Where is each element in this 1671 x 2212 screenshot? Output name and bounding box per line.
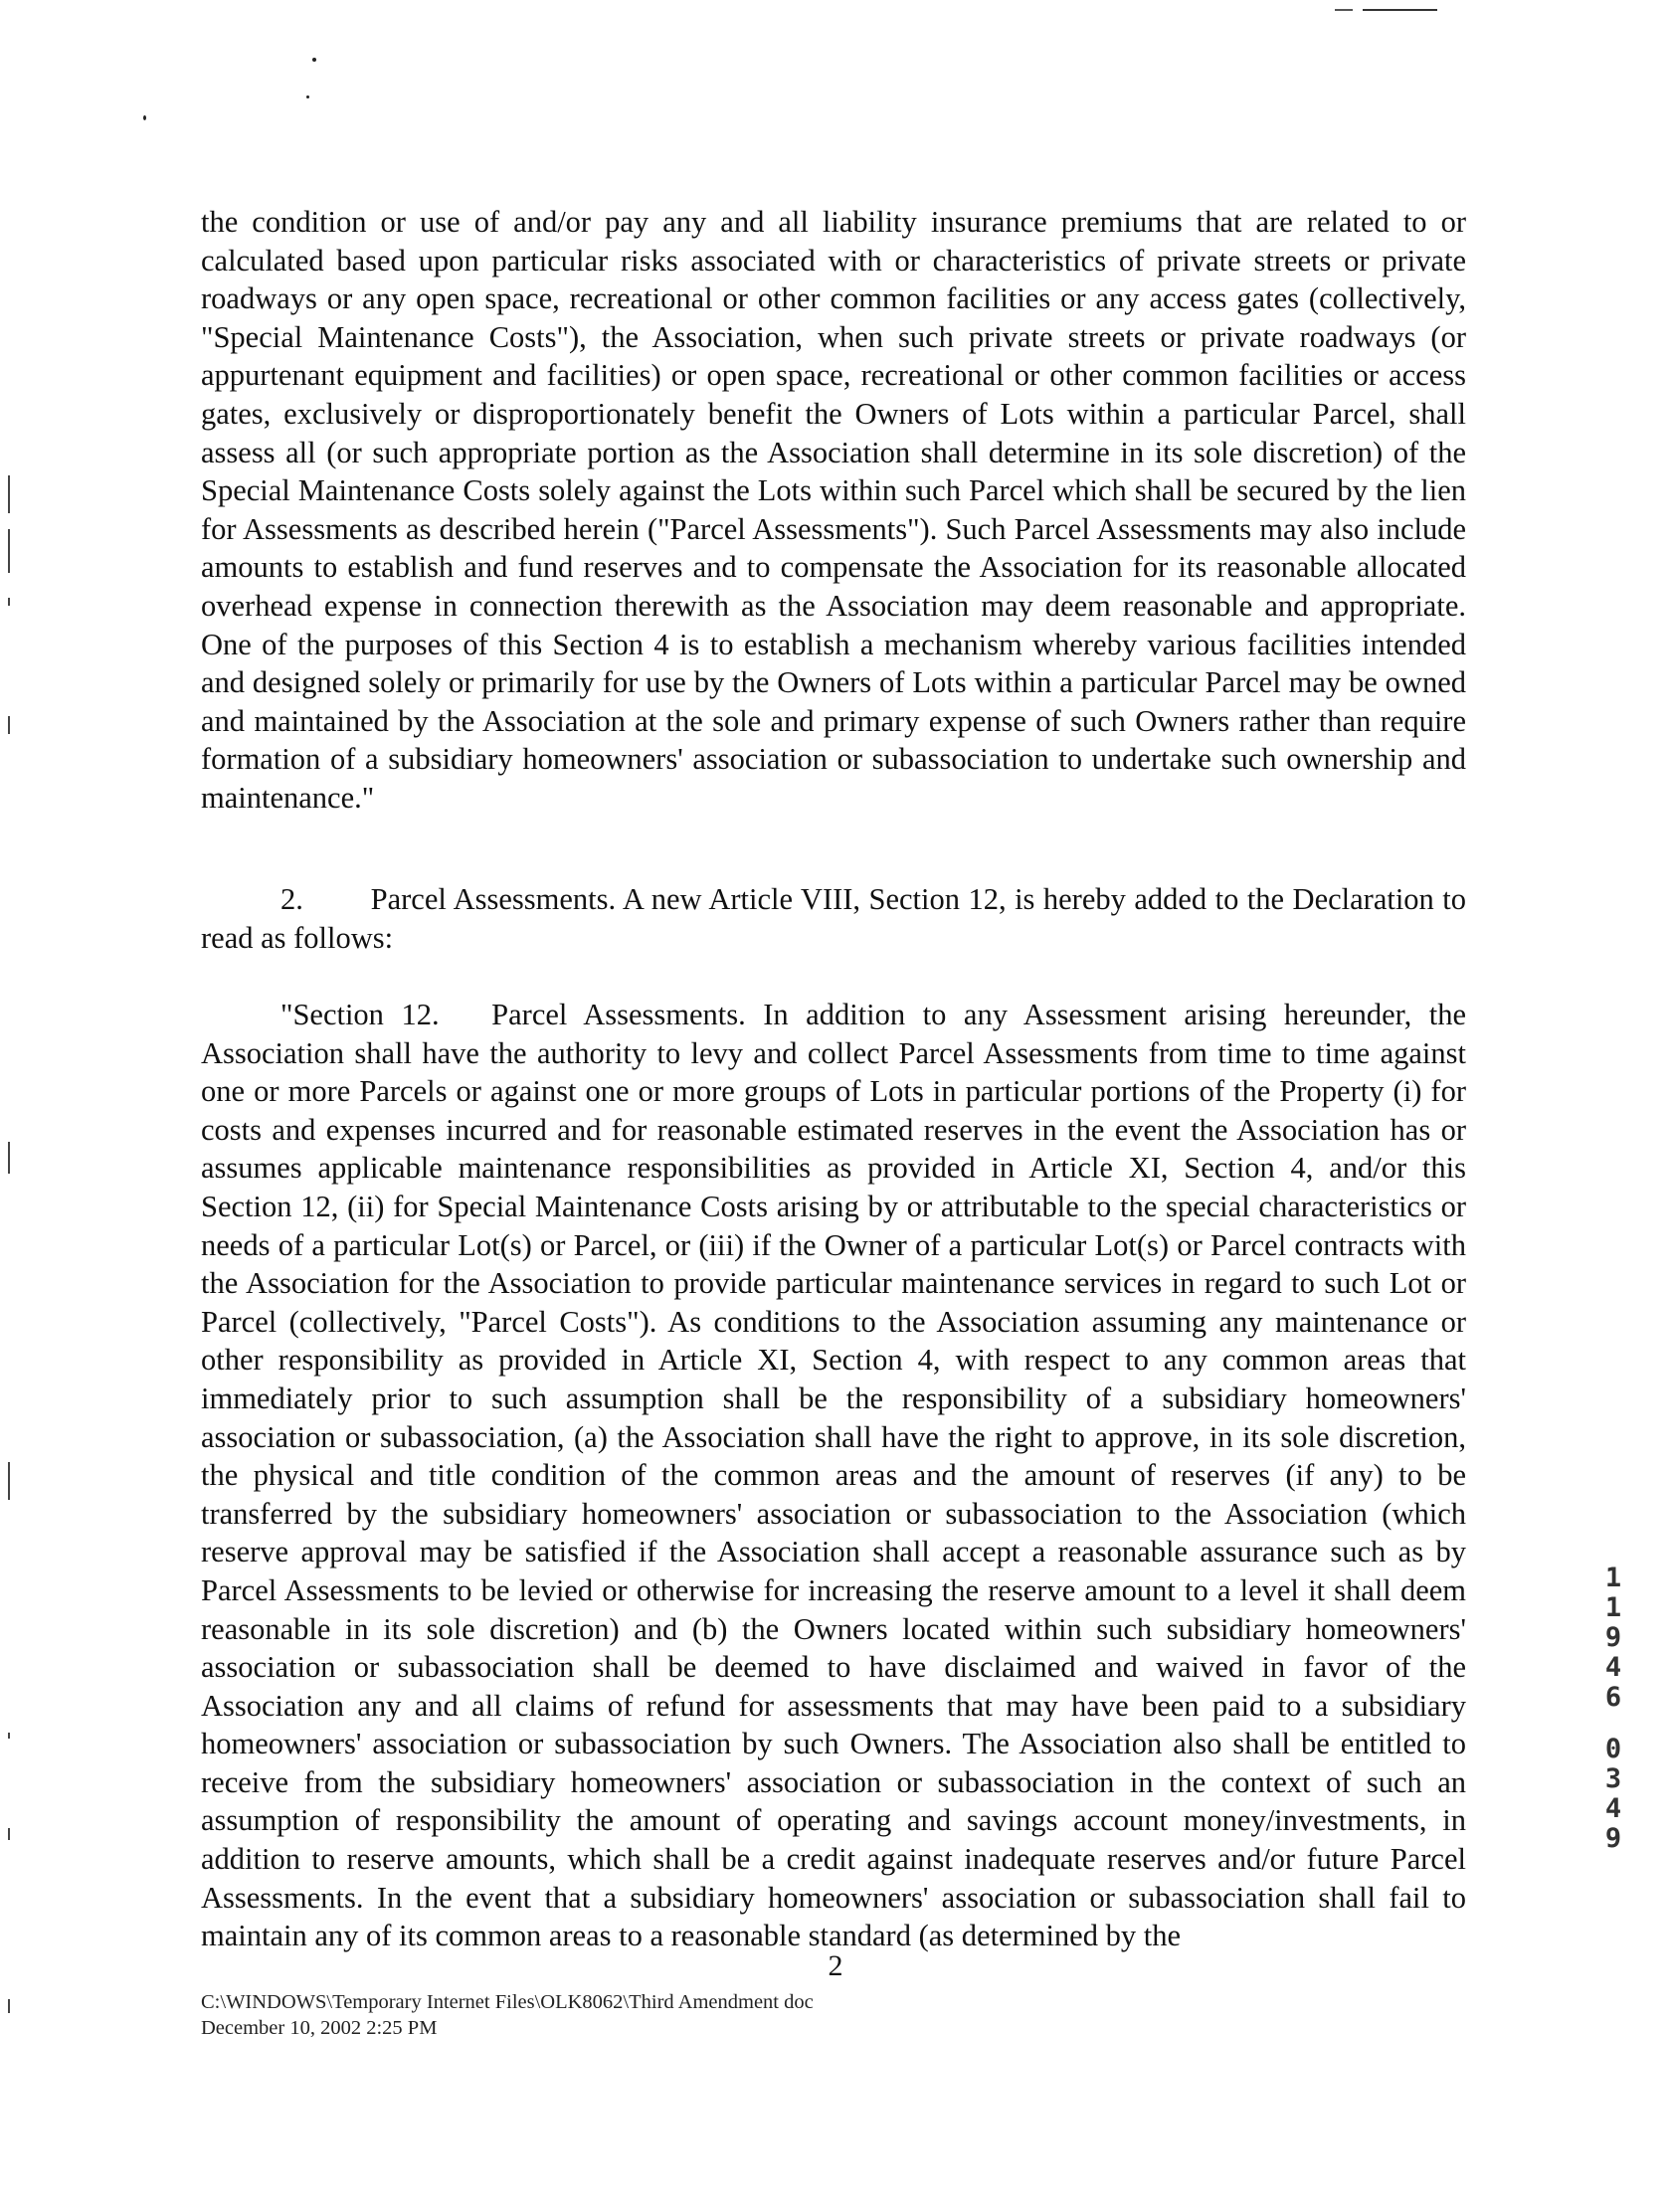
margin-revision-bar — [8, 1733, 10, 1739]
scan-mark-dash — [1335, 9, 1353, 11]
stamp-group-2 — [1593, 1735, 1633, 1854]
margin-revision-bar — [8, 1462, 10, 1500]
margin-revision-bar — [8, 1828, 10, 1840]
stamp-digit: 6 — [1604, 1682, 1622, 1713]
document-footer — [201, 1989, 814, 2041]
paragraph-section-4-continuation: the condition or use of and/or pay any and all liability insurance premiums that are related to or calculated based upon particular risks associated with or characteristics of private streets or private roadways or any open space, recreational or other common facilities or any access gates (collectively, "Special Maintenance Costs"), the Association, when such private streets or private roadways (or appurtenant equipment and facilities) or open space, recreational or other common facilities or access gates, exclusively or disproportionately benefit the Owners of Lots within a particular Parcel, shall assess all (or such appropriate portion as the Association shall determine in its sole discretion) of the Special Maintenance Costs solely against the Lots within such Parcel which shall be secured by the lien for Assessments as described herein ("Parcel Assessments"). Such Parcel Assessments may also include amounts to establish and fund reserves and to compensate the Association for its reasonable allocated overhead expense in connection therewith as the Association may deem reasonable and appropriate. One of the purposes of this Section 4 is to establish a mechanism whereby various facilities intended and designed solely or primarily for use by the Owners of Lots within a particular Parcel may be owned and maintained by the Association at the sole and primary expense of such Owners rather than require formation of a subsidiary homeowners' association or subassociation to undertake such ownership and maintenance." — [201, 205, 1466, 815]
stamp-digit: 0 — [1604, 1734, 1622, 1764]
margin-revision-bar — [8, 475, 10, 513]
paragraph-section-12: "Section 12. Parcel Assessments. In addition to any Assessment arising hereunder, the Association shall have the authority to levy and collect Parcel Assessments from time to time against one or more Parcels or against one or more groups of Lots in particular portions of the Property (i) for costs and expenses incurred and for reasonable estimated reserves in the event the Association has or assumes applicable maintenance responsibilities as provided in Article XI, Section 4, and/or this Section 12, (ii) for Special Maintenance Costs arising by or attributable to the special characteristics or needs of a particular Lot(s) or Parcel, or (iii) if the Owner of a particular Lot(s) or Parcel contracts with the Association for the Association to provide particular maintenance services in regard to such Lot or Parcel (collectively, "Parcel Costs"). As conditions to the Association assuming any maintenance or other responsibility as provided in Article XI, Section 4, with respect to any common areas that immediately prior to such assumption shall be the responsibility of a subsidiary homeowners' association or subassociation, (a) the Association shall have the right to approve, in its sole discretion, the physical and title condition of the common areas and the amount of reserves (if any) to be transferred by the subsidiary homeowners' association or subassociation to the Association (which reserve approval may be satisfied if the Association shall accept a reasonable assurance such as by Parcel Assessments to be levied or otherwise for increasing the reserve amount to a level it shall deem reasonable in its sole discretion) and (b) the Owners located within such subsidiary homeowners' association or subassociation shall be deemed to have disclaimed and waived in favor of the Association any and all claims of refund for assessments that may have been paid to a subsidiary homeowners' association or subassociation by such Owners. The Association also shall be entitled to receive from the subsidiary homeowners' association or subassociation in the context of such an assumption of responsibility the amount of operating and savings account money/investments, in addition to reserve amounts, which shall be a credit against inadequate reserves and/or future Parcel Assessments. In the event that a subsidiary homeowners' association or subassociation shall fail to maintain any of its common areas to a reasonable standard (as determined by the — [201, 998, 1466, 1953]
stamp-group-1 — [1593, 1564, 1633, 1713]
footer-file-path: C:\WINDOWS\Temporary Internet Files\OLK8062\Third Amendment doc — [201, 1991, 814, 2013]
stamp-digit: 1 — [1604, 1592, 1622, 1623]
page-number: 2 — [828, 1949, 843, 1982]
margin-revision-bar — [8, 716, 10, 734]
margin-revision-bar — [8, 1999, 10, 2013]
stamp-digit: 9 — [1604, 1622, 1622, 1653]
footer-date: December 10, 2002 2:25 PM — [201, 2017, 438, 2039]
stamp-digit: 4 — [1604, 1652, 1622, 1683]
paragraph-item-2-heading: 2. Parcel Assessments. A new Article VIII, Section 12, is hereby added to the Declaration to read as follows: — [201, 882, 1466, 955]
margin-revision-bar — [8, 1142, 10, 1174]
stamp-digit: 1 — [1604, 1563, 1622, 1593]
stamp-digit: 4 — [1604, 1793, 1622, 1824]
margin-revision-bar — [8, 529, 10, 573]
stamp-digit: 9 — [1604, 1823, 1622, 1854]
scan-speck — [306, 95, 309, 98]
scan-speck — [143, 115, 146, 120]
scan-speck — [312, 58, 316, 62]
scan-mark-rule — [1363, 9, 1437, 11]
recording-number-stamp — [1593, 1564, 1633, 1876]
stamp-digit: 3 — [1604, 1763, 1622, 1794]
margin-revision-bar — [8, 598, 10, 606]
